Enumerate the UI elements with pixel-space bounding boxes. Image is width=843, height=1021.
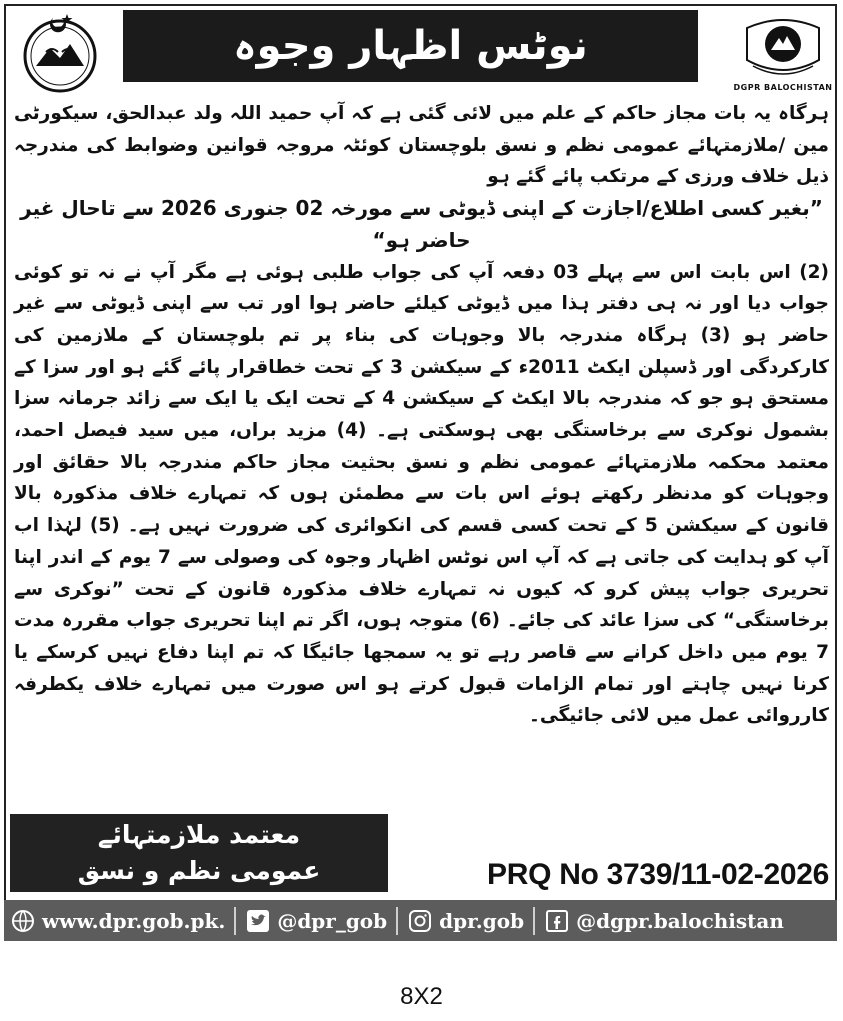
dgpr-seal-icon bbox=[733, 8, 833, 84]
instagram-handle: dpr.gob bbox=[439, 908, 525, 933]
notice-quote: ”بغیر کسی اطلاع/اجازت کے اپنی ڈیوٹی سے مورخہ 02 جنوری 2026 سے تاحال غیر حاضر ہو“ bbox=[20, 196, 823, 252]
instagram-link[interactable] bbox=[407, 908, 524, 934]
divider bbox=[234, 907, 236, 935]
notice-paragraph-1: ہرگاہ یہ بات مجاز حاکم کے علم میں لائی گئی ہے کہ آپ حمید اللہ ولد عبدالحق، سیکورٹی مین /ملازمتہائے عمومی نظم و نسق بلوچستان کوئٹہ مروجہ قوانین وضوابط کی مندرجہ ذیل خلاف ورزی کے مرتکب پائے گئے ہو bbox=[14, 103, 829, 188]
divider bbox=[533, 907, 535, 935]
notice-body bbox=[14, 98, 829, 732]
instagram-icon bbox=[407, 908, 433, 934]
facebook-icon bbox=[544, 908, 570, 934]
twitter-handle: @dpr_gob bbox=[277, 908, 388, 933]
balochistan-emblem-logo bbox=[10, 8, 110, 94]
divider bbox=[396, 907, 398, 935]
dgpr-balochistan-logo bbox=[733, 8, 833, 94]
twitter-link[interactable] bbox=[245, 908, 387, 934]
notice-title: نوٹس اظہار وجوہ bbox=[123, 10, 698, 82]
social-links-bar bbox=[4, 900, 837, 941]
facebook-handle: @dgpr.balochistan bbox=[576, 908, 784, 933]
dgpr-logo-caption: DGPR BALOCHISTAN bbox=[733, 83, 833, 92]
signature-block bbox=[10, 814, 388, 892]
signature-line-1: معتمد ملازمتہائے bbox=[97, 820, 301, 849]
signature-line-2: عمومی نظم و نسق bbox=[77, 856, 321, 885]
globe-icon bbox=[10, 908, 36, 934]
website-link[interactable] bbox=[10, 908, 225, 934]
twitter-icon bbox=[245, 908, 271, 934]
prq-number: PRQ No 3739/11-02-2026 bbox=[487, 858, 829, 891]
facebook-link[interactable] bbox=[544, 908, 784, 934]
ad-size-code: 8X2 bbox=[400, 983, 443, 1010]
notice-paragraph-2: (2) اس بابت اس سے پہلے 03 دفعہ آپ کی جواب طلبی ہوئی ہے مگر آپ نے نہ تو کوئی جواب دیا اور نہ ہی دفتر ہذا میں ڈیوٹی کیلئے حاضر ہوا اور تب سے اپنی ڈیوٹی سے غیر حاضر ہو (3) ہرگاہ مندرجہ بالا وجوہات کی بناء پر تم بلوچستان کے ملازمین کی کارکردگی اور ڈسپلن ایکٹ 2011ء کے سیکشن 3 کے تحت خطاقرار پائے گئے ہو اور سزا کے مستحق ہو جو کہ مندرجہ بالا ایکٹ کے سیکشن 4 کے تحت ایک یا ایک سے زائد جرمانہ سزا بشمول نوکری سے برخاستگی بھی ہوسکتی ہے۔ (4) مزید براں، میں سید فیصل احمد، معتمد محکمہ ملازمتہائے عمومی نظم و نسق بحثیت مجاز حاکم مندرجہ بالا حقائق اور وجوہات کو مدنظر رکھتے ہوئے اس بات سے مطمئن ہوں کہ تمہارے خلاف مذکورہ بالا قانون کے سیکشن 5 کے تحت کسی قسم کی انکوائری کی ضرورت نہیں ہے۔ (5) لہٰذا اب آپ کو ہدایت کی جاتی ہے کہ آپ اس نوٹس اظہار وجوہ کی وصولی سے 7 یوم کے اندر اپنا تحریری جواب پیش کرو کہ کیوں نہ تمہارے خلاف مذکورہ قانون کے تحت ”نوکری سے برخاستگی“ کی سزا عائد کی جائے۔ (6) متوجہ ہوں، اگر تم اپنا تحریری جواب مقررہ مدت 7 یوم میں داخل کرانے سے قاصر رہے تو یہ سمجھا جائیگا کہ تم اپنا دفاع نہیں کرسکے یا کرنا نہیں چاہتے اور تمام الزامات قبول کرتے ہو اس صورت میں تمہارے خلاف یکطرفہ کارروائی عمل میں لائی جائیگی۔ bbox=[14, 261, 830, 727]
website-text: www.dpr.gob.pk. bbox=[42, 908, 226, 933]
